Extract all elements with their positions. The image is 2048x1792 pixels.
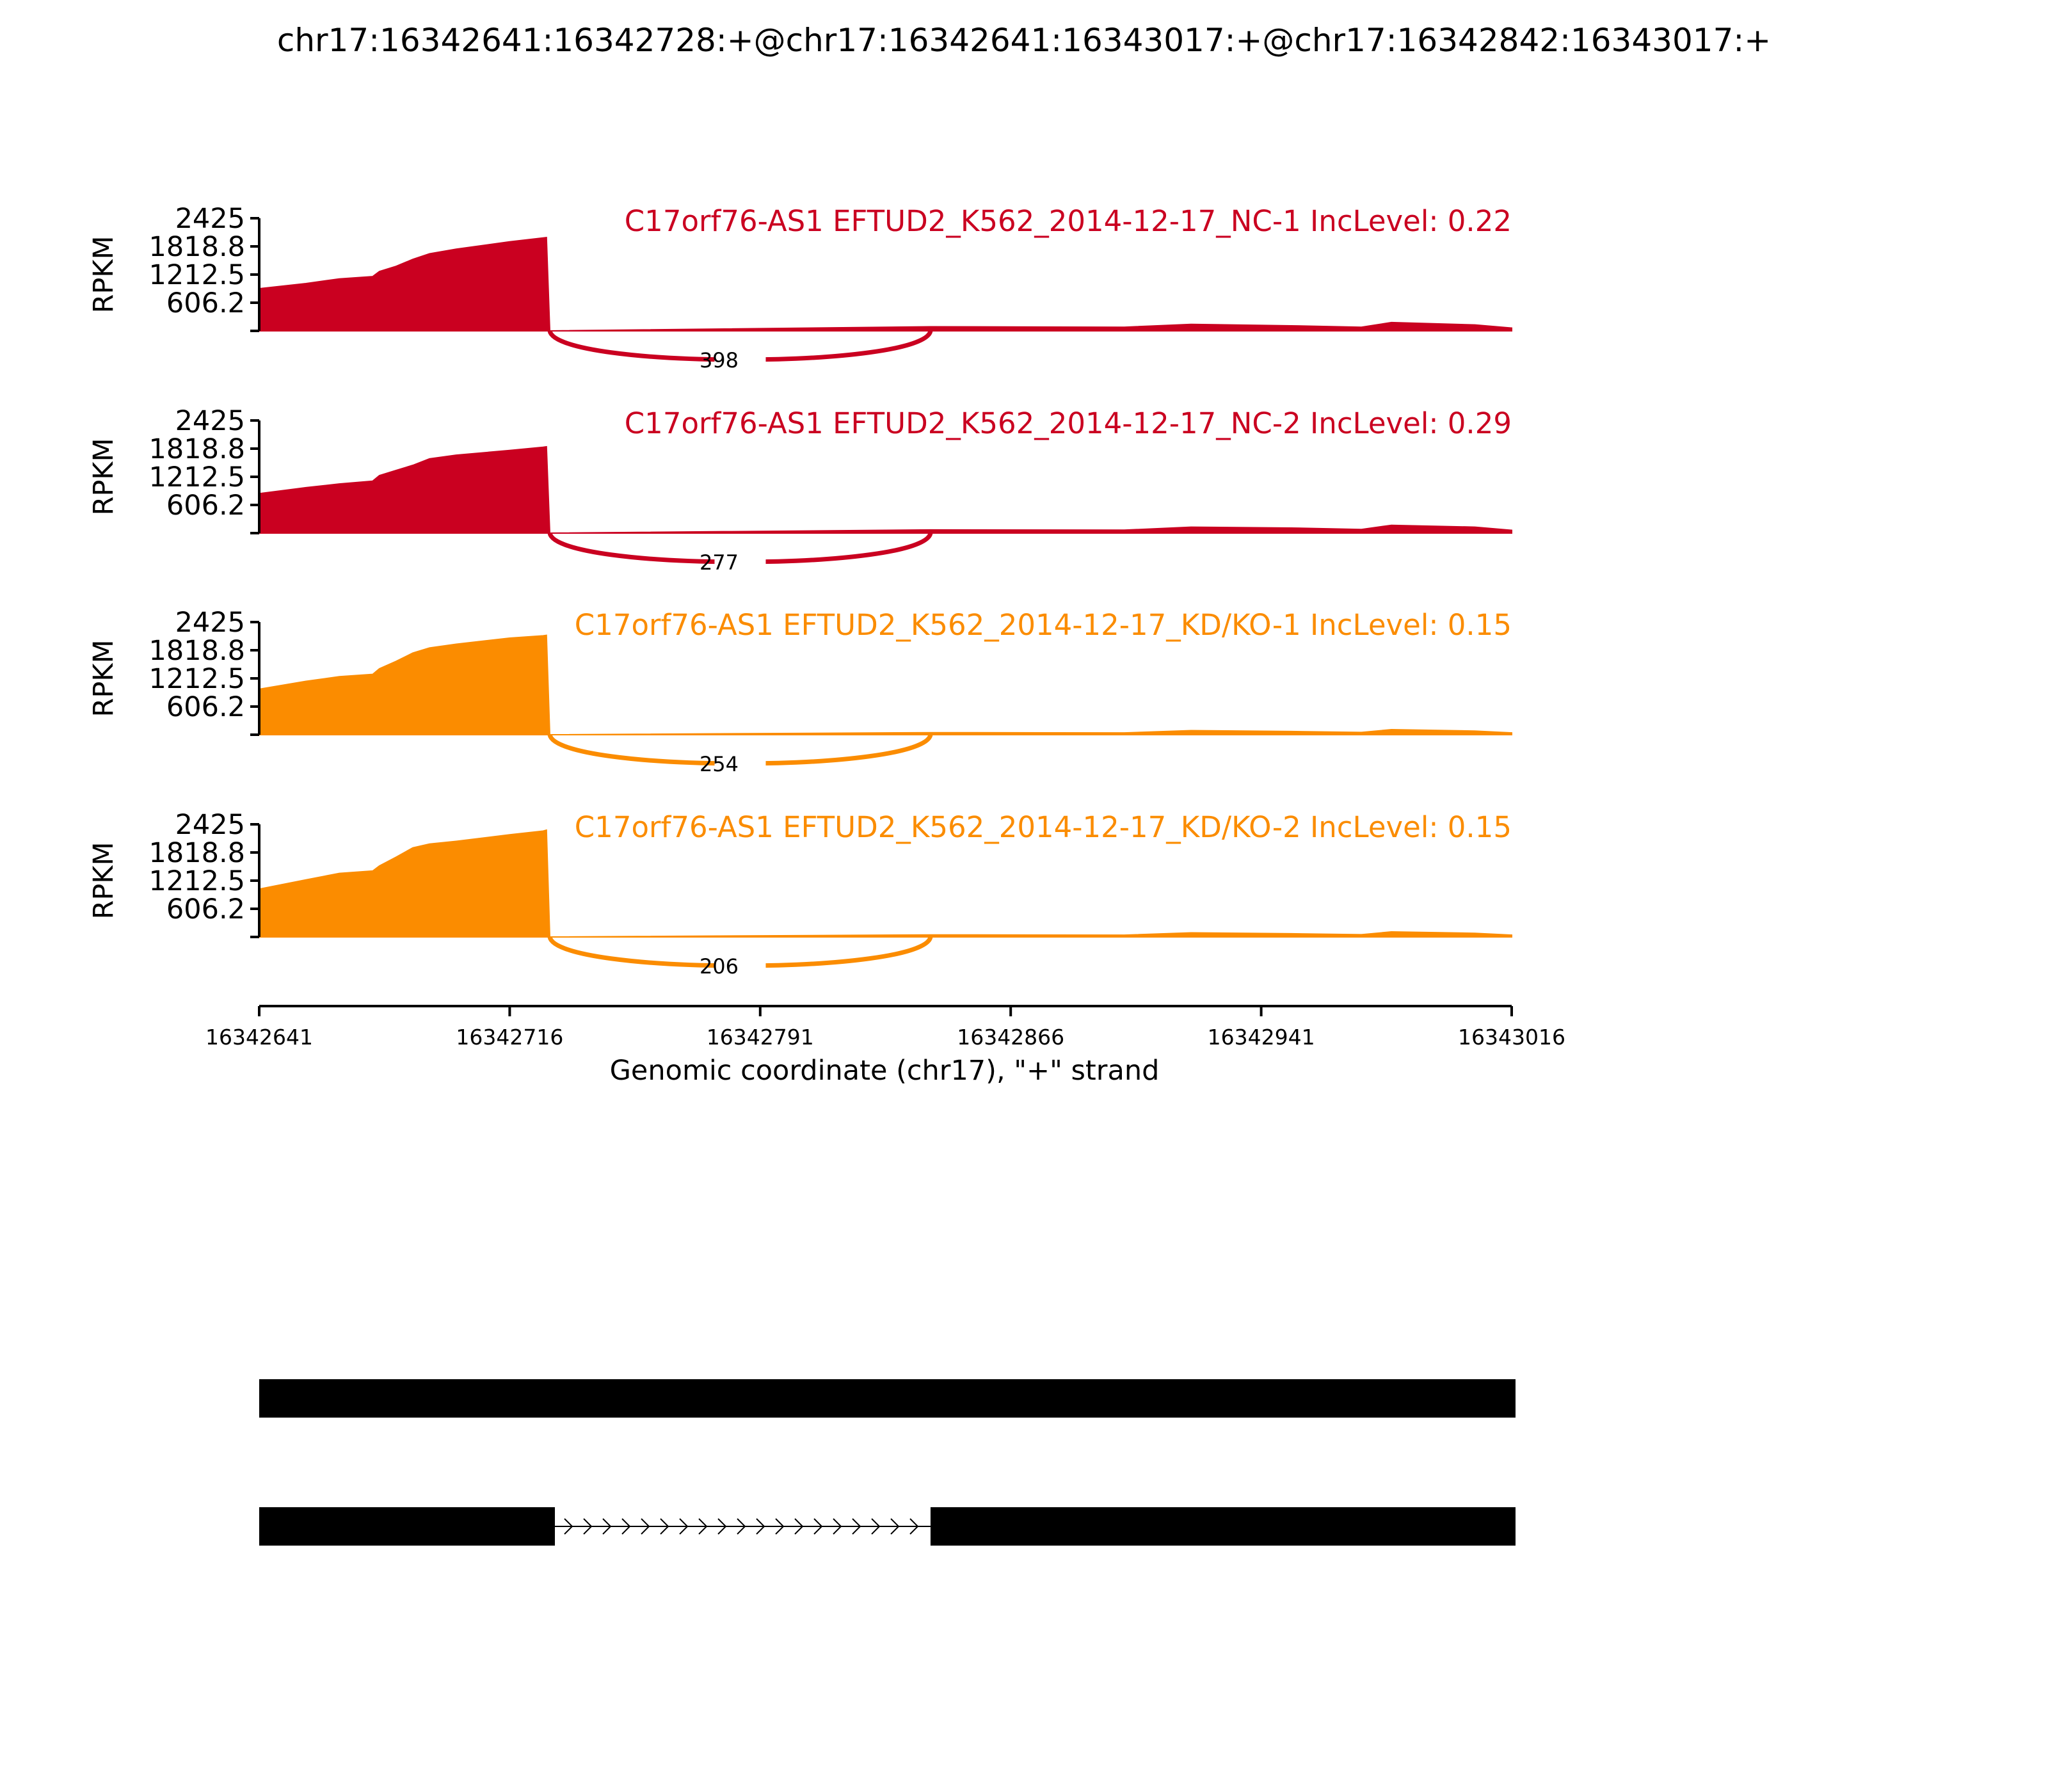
y-tick-label: 1212.5	[148, 865, 245, 897]
coverage-panel	[88, 607, 1512, 776]
exon-block	[259, 1379, 1516, 1418]
y-axis-label: RPKM	[88, 842, 120, 920]
junction-count: 277	[699, 550, 739, 575]
coverage-panels	[88, 203, 1512, 979]
x-tick-label: 16343016	[1458, 1025, 1565, 1050]
x-tick-label: 16342641	[205, 1025, 313, 1050]
y-tick-label: 1212.5	[148, 461, 245, 493]
exon-block	[931, 1507, 1516, 1546]
y-tick-label: 2425	[175, 203, 245, 235]
coverage-panel	[88, 809, 1512, 979]
y-tick-label: 606.2	[166, 893, 245, 926]
x-tick-label: 16342866	[957, 1025, 1065, 1050]
y-tick-label: 1818.8	[148, 433, 245, 465]
coverage-area	[259, 830, 1512, 937]
y-tick-label: 1818.8	[148, 634, 245, 667]
isoform	[259, 1379, 1516, 1418]
coverage-panel	[88, 405, 1512, 575]
x-axis-label: Genomic coordinate (chr17), "+" strand	[609, 1055, 1160, 1087]
x-tick-label: 16342791	[706, 1025, 814, 1050]
y-tick-label: 1818.8	[148, 836, 245, 869]
coverage-area	[259, 237, 1512, 331]
isoform	[259, 1507, 1516, 1546]
exon-block	[259, 1507, 555, 1546]
y-tick-label: 2425	[175, 405, 245, 437]
coverage-area	[259, 636, 1512, 735]
x-tick-label: 16342941	[1207, 1025, 1315, 1050]
x-tick-label: 16342716	[456, 1025, 564, 1050]
y-axis-label: RPKM	[88, 236, 120, 314]
coverage-panel	[88, 203, 1512, 372]
x-axis	[205, 1006, 1565, 1050]
junction-count: 206	[699, 954, 739, 979]
y-tick-label: 1818.8	[148, 230, 245, 263]
y-axis-label: RPKM	[88, 438, 120, 516]
junction-count: 398	[699, 348, 739, 372]
coverage-area	[259, 447, 1512, 533]
y-tick-label: 606.2	[166, 287, 245, 320]
y-tick-label: 1212.5	[148, 259, 245, 291]
junction-count: 254	[699, 752, 739, 776]
panel-title: C17orf76-AS1 EFTUD2_K562_2014-12-17_KD/KO-1 IncLevel: 0.15	[574, 608, 1512, 642]
isoform-track	[259, 1379, 1516, 1546]
panel-title: C17orf76-AS1 EFTUD2_K562_2014-12-17_NC-1 IncLevel: 0.22	[624, 204, 1512, 238]
panel-title: C17orf76-AS1 EFTUD2_K562_2014-12-17_NC-2 IncLevel: 0.29	[624, 406, 1512, 440]
y-tick-label: 2425	[175, 607, 245, 639]
y-tick-label: 1212.5	[148, 663, 245, 695]
y-axis-label: RPKM	[88, 639, 120, 717]
y-tick-label: 606.2	[166, 490, 245, 522]
chart-title: chr17:16342641:16342728:+@chr17:16342641:16343017:+@chr17:16342842:16343017:+	[276, 22, 1772, 59]
y-tick-label: 2425	[175, 809, 245, 841]
panel-title: C17orf76-AS1 EFTUD2_K562_2014-12-17_KD/KO-2 IncLevel: 0.15	[574, 810, 1512, 844]
y-tick-label: 606.2	[166, 691, 245, 724]
